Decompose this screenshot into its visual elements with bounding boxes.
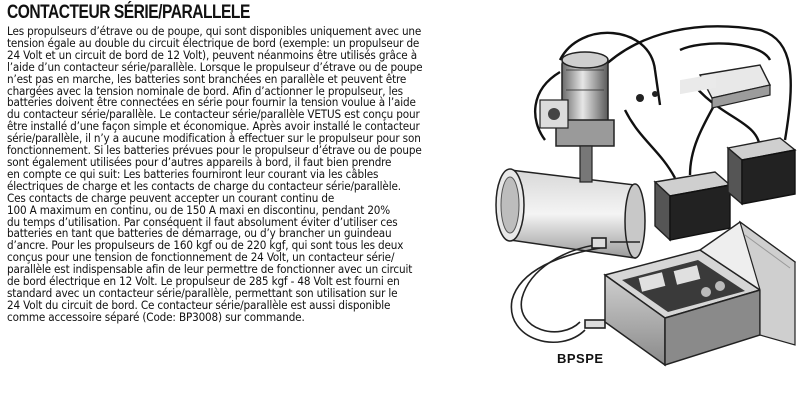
text-line: fonctionnement. Si les batteries prévues pour le propulseur d’étrave ou de poupe [7, 143, 422, 158]
text-line: Les propulseurs d’étrave ou de poupe, qui sont disponibles uniquement avec une [7, 24, 422, 38]
text-line: comme accessoire séparé (Code: BP3008) sur commande. [7, 309, 305, 324]
body-text [7, 26, 477, 324]
text-line: sont également utilisées pour d’autres appareils à bord, il faut bien prendre [7, 154, 392, 169]
text-line: électriques de charge et les contacts de charge du contacteur série/parallèle. [7, 178, 401, 193]
product-illustration [470, 0, 800, 405]
text-line: être installé d’une façon simple et économique. Après avoir installé le contacteur [7, 119, 420, 134]
text-line: Ces contacts de charge peuvent accepter un courant continu de [7, 190, 335, 205]
battery-right [728, 138, 795, 204]
text-line: batteries en tant que batteries de démarrage, ou d’y brancher un guindeau [7, 226, 392, 241]
text-line: 24 Volt du circuit de bord. Ce contacteur série/parallèle est aussi disponible [7, 297, 391, 312]
text-line: parallèle est indispensable afin de leur permettre de fonctionner avec un circuit [7, 262, 413, 277]
text-line: du temps d’utilisation. Par conséquent il faut absolument éviter d’utiliser ces [7, 214, 398, 229]
thruster-motor [540, 52, 614, 182]
text-line: tension égale au double du circuit électrique de bord (exemple: un propulseur de [7, 35, 420, 50]
product-code-label: BPSPE [554, 350, 607, 367]
text-line: conçus pour une tension de fonctionnement de 24 Volt, un contacteur série/ [7, 250, 395, 265]
document-title: CONTACTEUR SÉRIE/PARALLELE [7, 2, 250, 23]
text-line: n’est pas en marche, les batteries sont branchées en parallèle et peuvent être [7, 71, 407, 86]
text-line: chargées avec la tension nominale de bord. Afin d’actionner le propulseur, les [7, 83, 403, 98]
text-line: série/parallèle, il n’y a aucune modification à effectuer sur le propulseur pour son [7, 131, 421, 146]
text-line: d’ancre. Pour les propulseurs de 160 kgf ou de 220 kgf, qui sont tous les deux [7, 238, 404, 253]
text-line: de bord électrique en 12 Volt. Le propulseur de 285 kgf - 48 Volt est fourni en [7, 274, 400, 289]
text-line: 100 A maximum en continu, ou de 150 A maxi en discontinu, pendant 20% [7, 202, 391, 217]
text-line: l’aide d’un contacteur série/parallèle. Lorsque le propulseur d’étrave ou de poupe [7, 59, 423, 74]
text-line: standard avec un contacteur série/parallèle, permettant son utilisation sur le [7, 285, 398, 300]
text-line: du contacteur série/parallèle. Le contacteur série/parallèle VETUS est conçu pour [7, 107, 420, 122]
thruster-tunnel [496, 169, 645, 258]
text-line: en compte ce qui suit: Les batteries fourniront leur courant via les câbles [7, 166, 379, 181]
text-line: batteries doivent être connectées en série pour fournir la tension voulue à l’aide [7, 95, 416, 110]
text-line: 24 Volt et un circuit de bord de 12 Volt), peuvent néanmoins être utilisés grâce à [7, 47, 417, 62]
